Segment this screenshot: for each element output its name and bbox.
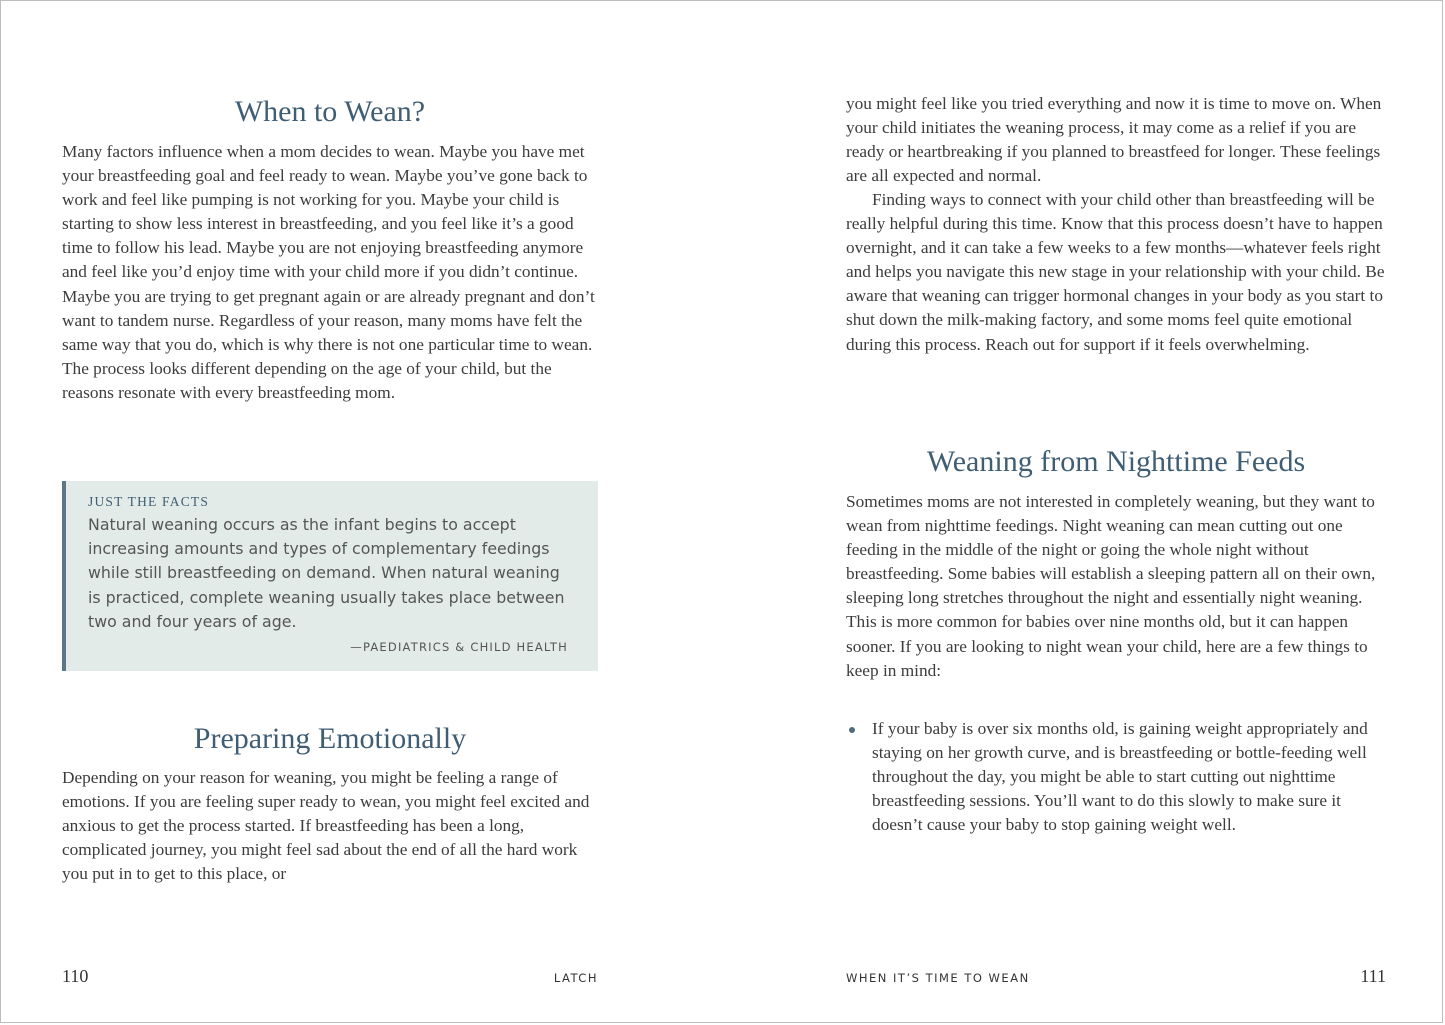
bullet-icon bbox=[849, 727, 855, 733]
page-number-right: 111 bbox=[1360, 966, 1386, 986]
paragraph-preparing-emotionally: Depending on your reason for weaning, you might be feeling a range of emotions. If you are feeling super ready to wean, you might feel excited and anxious to get the process started. If breastfeeding has been a long, complicated journey, you might feel sad about the end of all the hard work you put in to get to this place, or bbox=[62, 768, 590, 884]
paragraph-continued: you might feel like you tried everything and now it is time to move on. When your child initiates the weaning process, it may come as a relief if you are ready or heartbreaking if you planned to breastfeed for longer. These feelings are all expected and normal. bbox=[846, 94, 1382, 186]
facts-source: —PAEDIATRICS & CHILD HEALTH bbox=[350, 640, 568, 655]
list-item bbox=[846, 717, 1386, 837]
heading-when-to-wean: When to Wean? bbox=[234, 95, 426, 128]
facts-text: Natural weaning occurs as the infant begins to accept increasing amounts and types of complementary feedings while still breastfeeding on demand. When natural weaning is practiced, complete weaning usually takes place between two and four years of age. bbox=[88, 515, 565, 631]
right-page bbox=[846, 0, 1386, 1025]
heading-nighttime-feeds: Weaning from Nighttime Feeds bbox=[926, 445, 1306, 478]
paragraph-nighttime-feeds: Sometimes moms are not interested in completely weaning, but they want to wean from nighttime feedings. Night weaning can mean cutting out one feeding in the middle of the night or going the whole night without breastfeeding. Some babies will establish a sleeping pattern all on their own, sleeping long stretches throughout the night and essentially night weaning. This is more common for babies over nine months old, but it can happen sooner. If you are looking to night wean your child, here are a few things to keep in mind: bbox=[846, 492, 1376, 680]
paragraph-finding-ways bbox=[846, 188, 1386, 357]
tips-list bbox=[846, 717, 1386, 837]
running-head-left: LATCH bbox=[553, 971, 598, 985]
running-head-right: WHEN IT’S TIME TO WEAN bbox=[846, 971, 1030, 985]
bullet-text: If your baby is over six months old, is gaining weight appropriately and staying on her growth curve, and is breastfeeding or bottle-feeding well throughout the day, you might be able to start cutting out nighttime breastfeeding sessions. You’ll want to do this slowly to make sure it doesn’t cause your baby to stop gaining weight well. bbox=[872, 719, 1368, 835]
heading-preparing-emotionally: Preparing Emotionally bbox=[193, 722, 467, 755]
page-number-left: 110 bbox=[62, 966, 89, 986]
left-page bbox=[62, 0, 598, 1025]
just-the-facts-box bbox=[62, 481, 598, 671]
facts-label: JUST THE FACTS bbox=[88, 494, 210, 509]
paragraph-finding-ways-text: Finding ways to connect with your child other than breastfeeding will be really helpful during this time. Know that this process doesn’t have to happen overnight, and it can take a few weeks to a few months—whatever feels right and helps you navigate this new stage in your relationship with your child. Be aware that weaning can trigger hormonal changes in your body as you start to shut down the milk-making factory, and some moms feel quite emotional during this process. Reach out for support if it feels overwhelming. bbox=[846, 190, 1385, 354]
paragraph-when-to-wean: Many factors influence when a mom decides to wean. Maybe you have met your breastfeeding goal and feel ready to wean. Maybe you’ve gone back to work and feel like pumping is not working for you. Maybe your child is starting to show less interest in breastfeeding, and you feel like it’s a good time to follow his lead. Maybe you are not enjoying breastfeeding anymore and feel like you’d enjoy time with your child more if you didn’t continue. Maybe you are trying to get pregnant again or are already pregnant and don’t want to tandem nurse. Regardless of your reason, many moms have felt the same way that you do, which is why there is not one particular time to wean. The process looks different depending on the age of your child, but the reasons resonate with every breastfeeding mom. bbox=[62, 142, 595, 402]
